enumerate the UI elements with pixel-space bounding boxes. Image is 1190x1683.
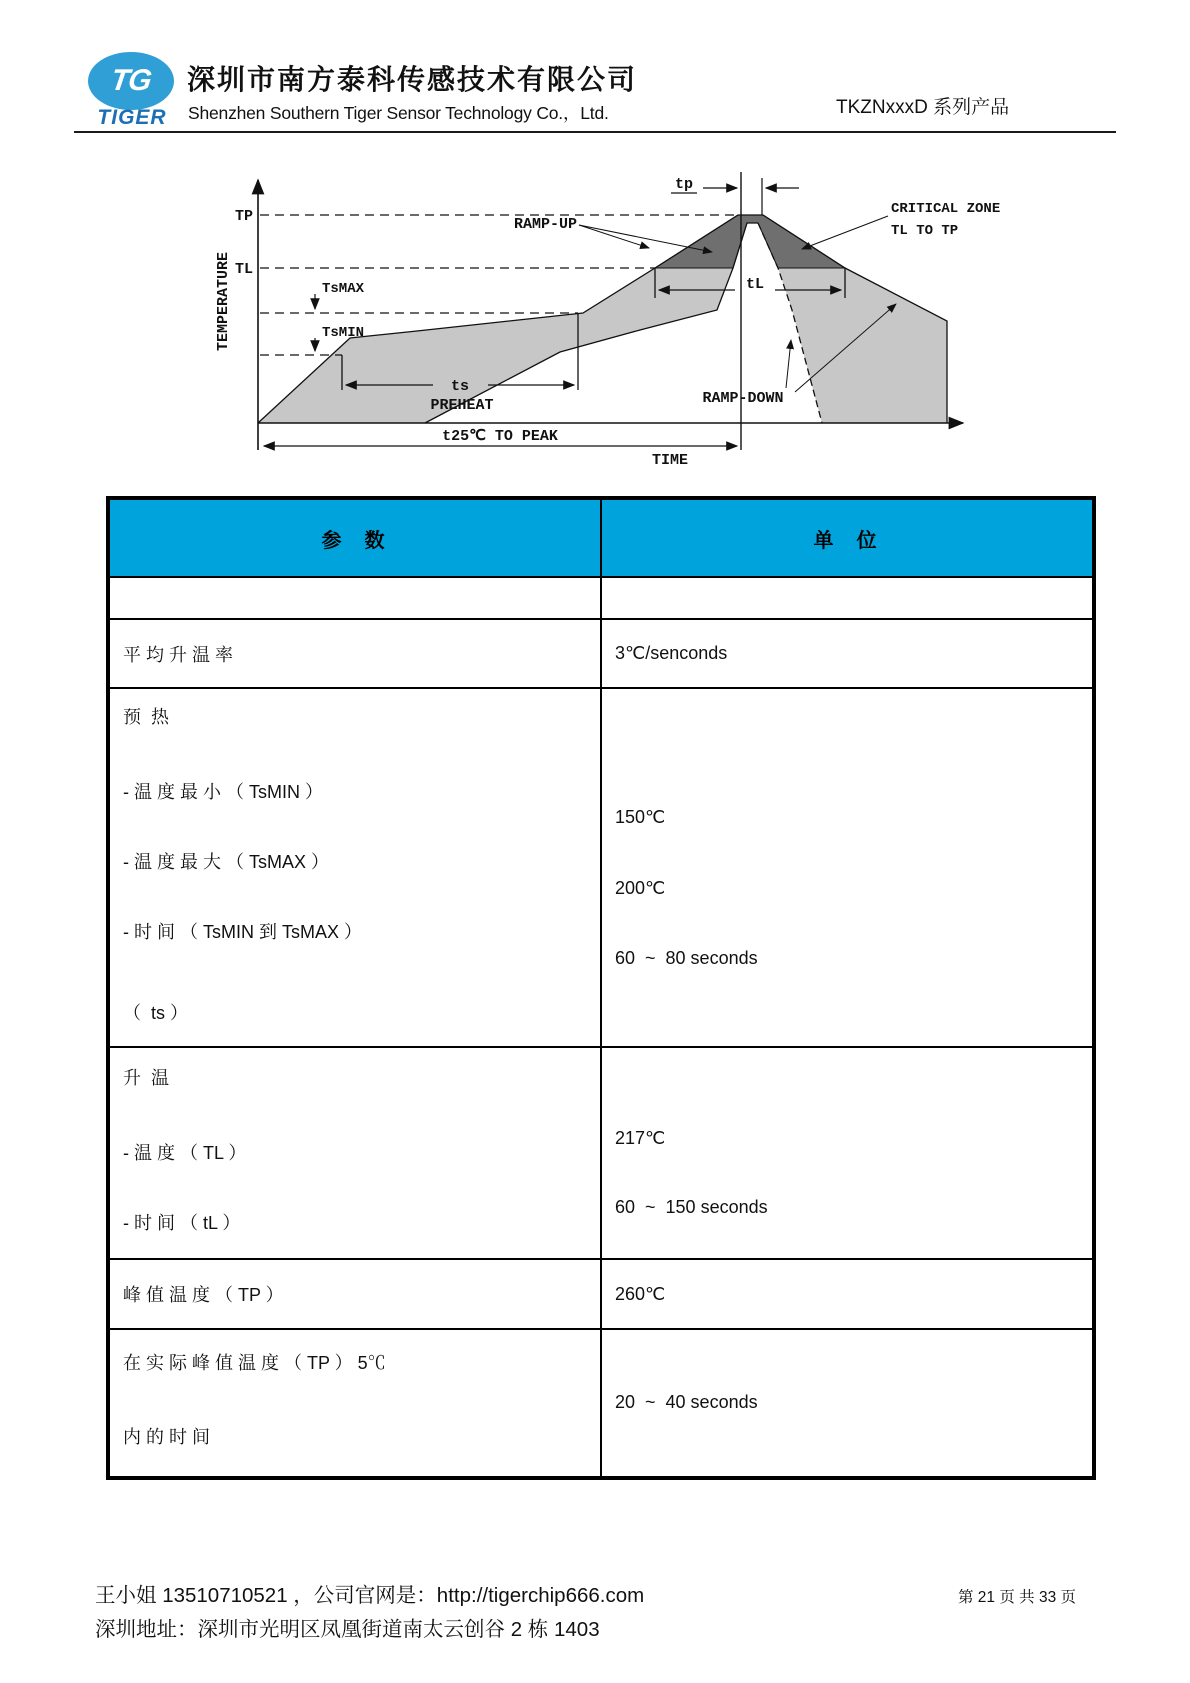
peak-param: 峰 值 温 度 （ TP ） xyxy=(123,1285,284,1305)
ramp-down-label: RAMP-DOWN xyxy=(702,390,784,407)
ramp-up-arrow-2 xyxy=(579,225,712,252)
preheat-param-tsmin: - 温 度 最 小 （ TsMIN ） xyxy=(123,782,323,802)
time-at-peak-value: 20 ~ 40 seconds xyxy=(615,1392,758,1412)
peak-value: 260℃ xyxy=(615,1283,666,1304)
footer-contact-line: 王小姐 13510710521 ，公司官网是：http://tigerchip666.com xyxy=(95,1584,645,1607)
preheat-param-ts: （ ts ） xyxy=(123,1003,189,1023)
time-at-peak-param-2: 内 的 时 间 xyxy=(123,1427,211,1447)
header-cell-unit xyxy=(602,500,1092,576)
ramp-param-title: 升 温 xyxy=(123,1068,170,1088)
reflow-profile-diagram xyxy=(185,148,1010,473)
preheat-value-tsmax: 200℃ xyxy=(615,878,666,898)
company-name-en: Shenzhen Southern Tiger Sensor Technology Co.，Ltd. xyxy=(188,103,609,123)
t25-label: t25℃ TO PEAK xyxy=(442,428,558,445)
header-divider xyxy=(74,131,1116,133)
logo-tg-icon: TG xyxy=(108,64,154,97)
tsmin-label: TsMIN xyxy=(322,325,365,341)
param-header-label: 参 数 xyxy=(321,529,389,552)
table-row-avg-ramp-rate xyxy=(110,620,1092,689)
preheat-param-title: 预 热 xyxy=(123,707,170,727)
ramp-param-time: - 时 间 （ tL ） xyxy=(123,1213,241,1233)
ramp-up-arrow-1 xyxy=(579,225,649,248)
avg-ramp-param: 平 均 升 温 率 xyxy=(123,644,234,665)
table-row-ramp-up xyxy=(110,1048,1092,1260)
logo-tiger-text: TIGER xyxy=(97,106,167,129)
profile-band xyxy=(258,215,947,423)
company-logo xyxy=(88,52,174,110)
preheat-value-tsmin: 150℃ xyxy=(615,807,666,827)
ramp-up-label: RAMP-UP xyxy=(513,216,577,233)
reflow-parameter-table xyxy=(106,496,1096,1480)
critical-zone-label-1: CRITICAL ZONE xyxy=(891,201,1001,217)
tl-dim-label: tL xyxy=(745,276,765,293)
time-axis-label: TIME xyxy=(651,452,689,469)
ramp-param-tl: - 温 度 （ TL ） xyxy=(123,1143,247,1163)
time-at-peak-param-1: 在 实 际 峰 值 温 度 （ TP ） 5℃ xyxy=(123,1353,386,1373)
table-row-peak-temp xyxy=(110,1260,1092,1330)
table-row-preheat xyxy=(110,689,1092,1048)
unit-header-label: 单 位 xyxy=(813,529,881,552)
header-cell-param xyxy=(110,500,602,576)
table-row-time-at-peak xyxy=(110,1330,1092,1476)
critical-zone-arrow xyxy=(802,216,888,249)
ramp-value-tl: 217℃ xyxy=(615,1128,666,1148)
table-header-row xyxy=(110,500,1092,578)
preheat-label: PREHEAT xyxy=(430,397,494,414)
tsmax-label: TsMAX xyxy=(322,281,365,297)
avg-ramp-value: 3℃/senconds xyxy=(615,643,728,663)
preheat-param-time: - 时 间 （ TsMIN 到 TsMAX ） xyxy=(123,922,363,942)
preheat-param-tsmax: - 温 度 最 大 （ TsMAX ） xyxy=(123,852,330,872)
ts-dim-label: ts xyxy=(450,378,470,395)
tp-label: TP xyxy=(234,208,253,225)
ramp-down-arrow-1 xyxy=(786,340,791,388)
tp-dim-label: tp xyxy=(674,176,694,193)
footer-page-number: 第 21 页 共 33 页 xyxy=(958,1589,1077,1606)
temperature-axis-label: TEMPERATURE xyxy=(215,251,232,351)
table-row-empty xyxy=(110,578,1092,620)
ramp-value-time: 60 ~ 150 seconds xyxy=(615,1197,768,1217)
footer-address-line: 深圳地址：深圳市光明区凤凰街道南太云创谷 2 栋 1403 xyxy=(95,1618,600,1641)
tl-label: TL xyxy=(234,261,253,278)
product-series-title: TKZNxxxD 系列产品 xyxy=(836,97,1010,118)
critical-zone-label-2: TL TO TP xyxy=(891,223,959,239)
company-name-cn: 深圳市南方泰科传感技术有限公司 xyxy=(187,64,638,95)
preheat-value-time: 60 ~ 80 seconds xyxy=(615,948,758,968)
